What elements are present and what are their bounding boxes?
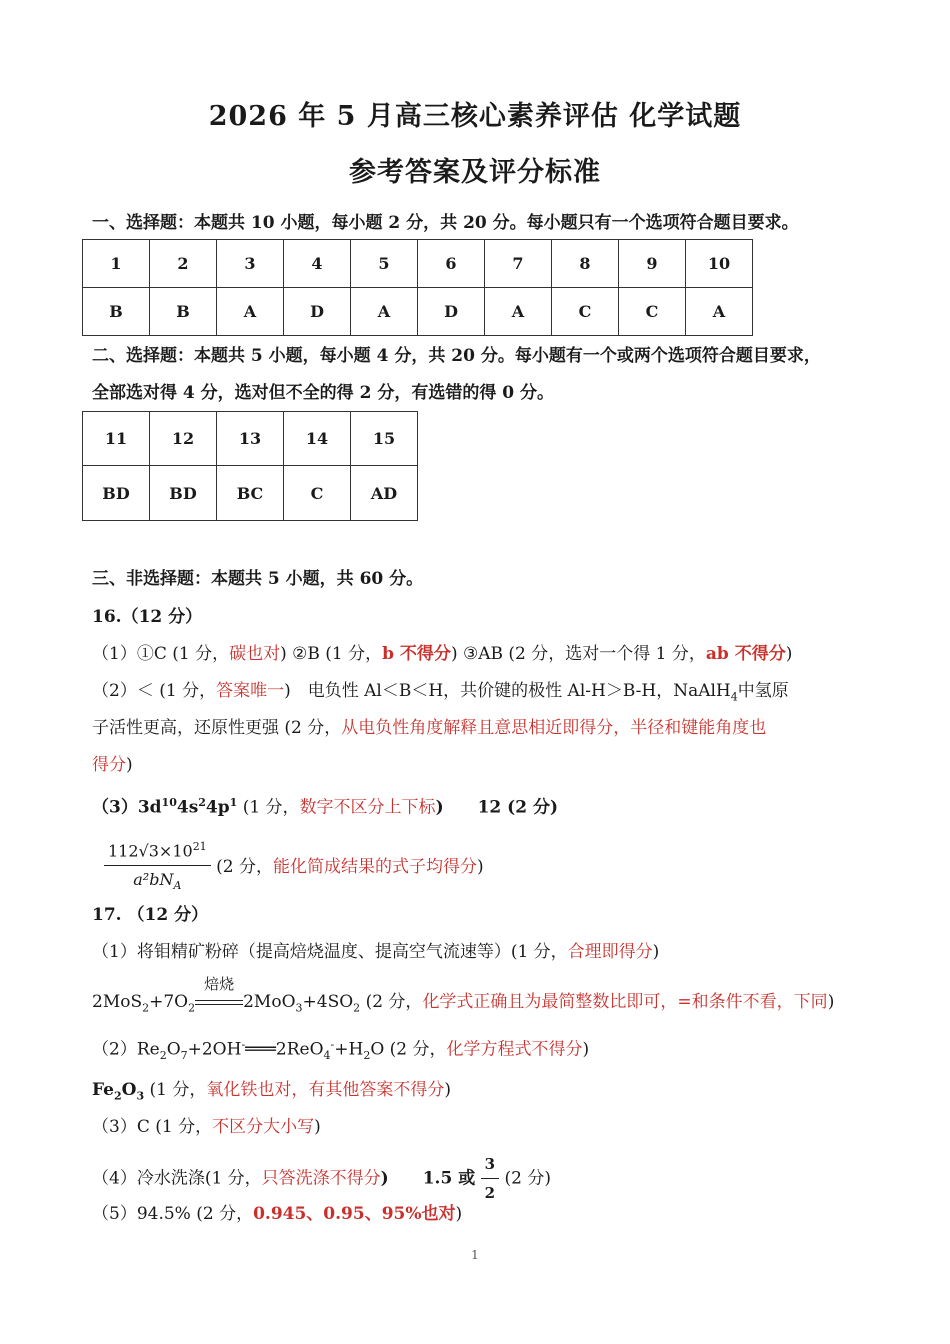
q17-eq1-left: 2MoS <box>92 992 143 1012</box>
q16-part2-line2 <box>92 716 766 740</box>
answer-cell: D <box>418 288 485 336</box>
q17-p3-note: 不区分大小写 <box>212 1117 315 1137</box>
q17-p4-num: 3 <box>481 1152 499 1179</box>
q17-part1 <box>92 940 659 964</box>
q16-frac-note: 能化简成结果的式子均得分 <box>272 856 477 877</box>
q16-frac-after-b: ) <box>476 856 484 877</box>
q16-p2-a-note: 答案唯一 <box>216 681 285 701</box>
question-number-cell: 9 <box>619 240 686 288</box>
q16-p1-a: （1）①C (1 分， <box>92 644 230 664</box>
q17-p5-note: 0.945、0.95、95%也对 <box>253 1204 456 1224</box>
section1-number-row <box>83 240 753 288</box>
q16-part2-line1 <box>92 679 789 709</box>
q17-p2-note: 化学方程式不得分 <box>446 1039 583 1060</box>
q16-p1-c: ) ③AB (2 分，选对一个得 1 分， <box>450 644 706 664</box>
answer-cell: C <box>552 288 619 336</box>
q16-p1-d: ) <box>785 644 793 664</box>
q16-p3-b: 4s <box>176 797 199 818</box>
answer-cell: A <box>686 288 753 336</box>
answer-cell: C <box>619 288 686 336</box>
section2-answer-table <box>82 411 418 521</box>
q17-p2-sub2: 7 <box>180 1049 188 1063</box>
section1-heading: 一、选择题：本题共 10 小题，每小题 2 分，共 20 分。每小题只有一个选项符合题目要求。 <box>92 213 799 233</box>
q16-part3 <box>92 791 558 820</box>
q17-fe-sub1: 2 <box>113 1089 122 1103</box>
q17-part3 <box>92 1115 321 1139</box>
answer-cell: B <box>150 288 217 336</box>
q16-p2-line3-b: ) <box>126 755 133 775</box>
question-number-cell: 14 <box>284 412 351 466</box>
q17-p4-den: 2 <box>484 1184 496 1202</box>
q17-p2-e: +H <box>334 1039 364 1060</box>
section2-heading-line2: 全部选对得 4 分，选对但不全的得 2 分，有选错的得 0 分。 <box>92 383 554 403</box>
q17-fe-b: O <box>121 1080 137 1100</box>
q17-eq1-arrow <box>195 975 243 1014</box>
section1-answer-row <box>83 288 753 336</box>
q17-eq1-after-b: ) <box>827 992 835 1012</box>
q17-fe-sub2: 3 <box>136 1089 145 1103</box>
answer-cell: A <box>351 288 418 336</box>
q17-p3-b: ) <box>314 1117 321 1137</box>
q16-p2-a: （2）＜ (1 分， <box>92 681 217 701</box>
q17-p2-sup1: - <box>241 1038 246 1051</box>
q16-p3-a: （3）3d <box>92 797 162 818</box>
q16-p1-b: ) ②B (1 分， <box>280 644 383 664</box>
section1-answer-table <box>82 239 753 336</box>
q16-frac-num-sup: 21 <box>192 840 207 853</box>
question-number-cell: 2 <box>150 240 217 288</box>
q16-p2-line2-note: 从电负性角度解释且意思相近即得分，半径和键能角度也 <box>341 718 767 738</box>
answer-cell: BD <box>150 466 217 521</box>
q17-p2-c: +2OH <box>187 1039 242 1060</box>
q17-p2-sub4: 2 <box>363 1049 371 1063</box>
q17-p1-a: （1）将钼精矿粉碎（提高焙烧温度、提高空气流速等）(1 分， <box>92 942 568 962</box>
q16-frac-after-a: (2 分， <box>216 856 273 877</box>
q17-eq1-equals-bar <box>195 1000 243 1005</box>
q16-frac-num-text: 112√3×10 <box>108 841 193 861</box>
q17-p2-f: O <box>370 1039 385 1060</box>
q17-p1-note: 合理即得分 <box>567 942 653 962</box>
q17-p2-h: ) <box>582 1039 590 1060</box>
answer-cell: B <box>83 288 150 336</box>
q16-p2-b-sub: 4 <box>730 690 738 704</box>
question-number-cell: 8 <box>552 240 619 288</box>
question-number-cell: 6 <box>418 240 485 288</box>
question-number-cell: 15 <box>351 412 418 466</box>
question-number-cell: 12 <box>150 412 217 466</box>
section3-heading: 三、非选择题：本题共 5 小题，共 60 分。 <box>92 569 424 589</box>
answer-cell: BD <box>83 466 150 521</box>
q17-eq1-left2-sub: 2 <box>188 1001 196 1015</box>
q17-p2-eq: ═══ <box>245 1039 276 1060</box>
q17-eq1-left2: +7O <box>149 992 189 1012</box>
q17-p5-b: ) <box>455 1204 463 1224</box>
q16-fraction <box>104 835 211 899</box>
q16-p1-c-note: ab 不得分 <box>705 644 786 664</box>
answer-cell: AD <box>351 466 418 521</box>
q17-fe-a: Fe <box>92 1080 114 1100</box>
q17-part2 <box>92 1033 589 1068</box>
q17-fe-line <box>92 1078 451 1108</box>
q16-frac-den-sub: A <box>173 879 182 893</box>
q16-p3-d: (1 分， <box>237 797 300 818</box>
q17-fe-c: (1 分， <box>144 1080 207 1100</box>
q16-density-formula <box>104 835 484 899</box>
q17-p4-c: (2 分) <box>504 1168 551 1189</box>
q16-p3-note: 数字不区分上下标 <box>299 797 436 818</box>
question-number-cell: 3 <box>217 240 284 288</box>
q17-p2-b: O <box>166 1039 181 1060</box>
q17-p5-a: （5）94.5% (2 分， <box>92 1204 254 1224</box>
page-subtitle: 参考答案及评分标准 <box>349 157 601 188</box>
q17-part5 <box>92 1202 462 1226</box>
question-number-cell: 11 <box>83 412 150 466</box>
q17-part4 <box>92 1152 551 1205</box>
q17-eq1-note: 化学式正确且为最简整数比即可，=和条件不看，下同 <box>422 992 828 1012</box>
q17-p2-g: (2 分， <box>389 1039 447 1060</box>
q17-eq1-right: 2MoO <box>243 992 296 1012</box>
q17-p4-b: ) 1.5 或 <box>380 1168 476 1189</box>
q17-label: 17. （12 分） <box>92 905 209 925</box>
question-number-cell: 10 <box>686 240 753 288</box>
q17-p2-a: （2）Re <box>92 1039 160 1060</box>
q17-eq1-left-sub: 2 <box>142 1001 150 1015</box>
answer-cell: A <box>217 288 284 336</box>
q17-p2-sup2: - <box>330 1038 335 1051</box>
q17-eq1-right2: +4SO <box>302 992 354 1012</box>
q17-fe-note: 氧化铁也对，有其他答案不得分 <box>206 1080 445 1100</box>
q16-p1-b-note: b 不得分 <box>382 644 451 664</box>
q16-p2-line3-note: 得分 <box>92 755 126 775</box>
q17-eq1-right-sub: 3 <box>295 1001 303 1015</box>
q16-p2-b: ) 电负性 Al＜B＜H，共价键的极性 Al-H＞B-H，NaAlH <box>284 681 731 701</box>
q16-p2-b2: 中氢原 <box>737 681 789 701</box>
q16-p3-sup3: 1 <box>229 796 238 809</box>
answer-cell: A <box>485 288 552 336</box>
page-title: 2026 年 5 月高三核心素养评估 化学试题 <box>208 101 742 132</box>
q16-p1-a-note: 碳也对 <box>229 644 281 664</box>
q16-frac-den-text: a²bN <box>133 870 174 890</box>
question-number-cell: 4 <box>284 240 351 288</box>
q17-p3-a: （3）C (1 分， <box>92 1117 213 1137</box>
question-number-cell: 7 <box>485 240 552 288</box>
answer-cell: D <box>284 288 351 336</box>
q17-eq1-condition: 焙烧 <box>204 975 235 993</box>
q16-frac-den <box>104 866 211 898</box>
q16-part1 <box>92 642 792 666</box>
q16-p3-sup2: 2 <box>198 796 206 809</box>
question-number-cell: 1 <box>83 240 150 288</box>
q17-p2-sub1: 2 <box>159 1049 167 1063</box>
question-number-cell: 13 <box>217 412 284 466</box>
page-number: 1 <box>471 1248 479 1262</box>
q16-p2-line2-a: 子活性更高，还原性更强 (2 分， <box>92 718 342 738</box>
q17-equation1 <box>92 975 835 1020</box>
q16-frac-num <box>104 835 211 866</box>
q16-label: 16.（12 分） <box>92 607 203 627</box>
q17-p2-sub3: 4 <box>323 1049 331 1063</box>
answer-cell: C <box>284 466 351 521</box>
q17-p4-fraction <box>481 1152 499 1205</box>
q16-part2-line3 <box>92 753 133 777</box>
q17-p4-a: （4）冷水洗涤(1 分， <box>92 1168 262 1189</box>
q17-p2-d: 2ReO <box>275 1039 324 1060</box>
q17-fe-d: ) <box>444 1080 451 1100</box>
section2-number-row <box>83 412 418 466</box>
section2-heading-line1: 二、选择题：本题共 5 小题，每小题 4 分，共 20 分。每小题有一个或两个选项符合题目要求， <box>92 346 821 366</box>
q16-p3-sup1: 10 <box>161 796 177 809</box>
q16-p3-e: ) 12 (2 分) <box>435 797 559 818</box>
q17-eq1-after-a: (2 分， <box>365 992 423 1012</box>
question-number-cell: 5 <box>351 240 418 288</box>
q16-p3-c: 4p <box>205 797 230 818</box>
q17-p4-note: 只答洗涤不得分 <box>261 1168 381 1189</box>
section2-answer-row <box>83 466 418 521</box>
q17-eq1-right2-sub: 2 <box>353 1001 361 1015</box>
q17-p1-b: ) <box>652 942 660 962</box>
answer-cell: BC <box>217 466 284 521</box>
